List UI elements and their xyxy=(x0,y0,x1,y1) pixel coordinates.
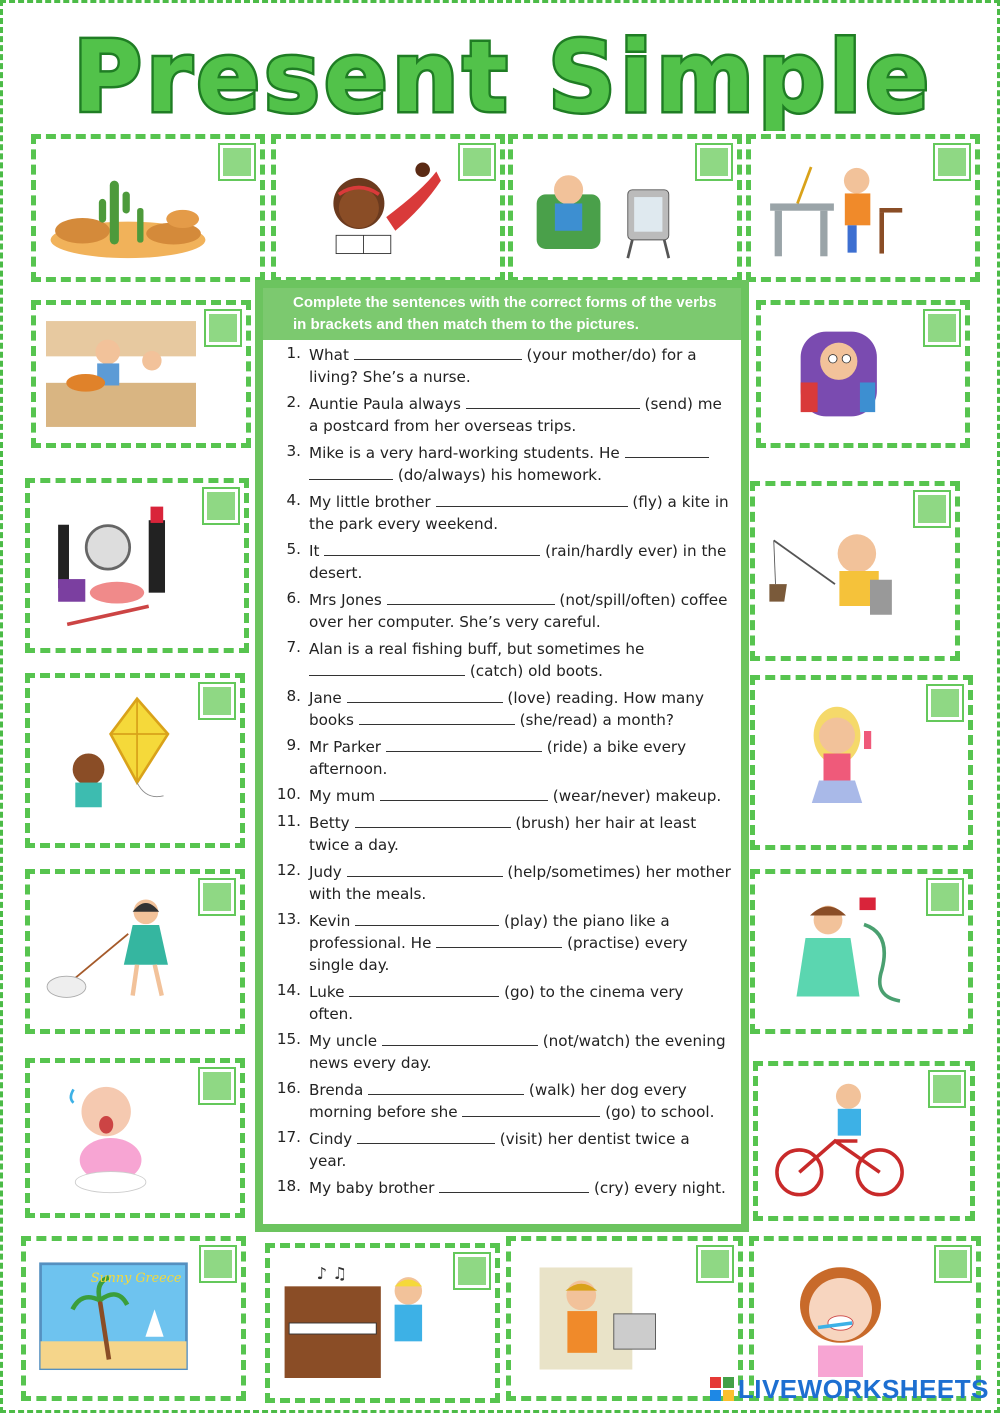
fishing-boot-icon xyxy=(765,496,905,646)
exercise-text-part: (visit) her dentist twice a year. xyxy=(309,1130,690,1170)
exercise-text-part: Mr Parker xyxy=(309,738,386,756)
match-checkbox-7[interactable] xyxy=(204,489,238,523)
match-checkbox-6[interactable] xyxy=(925,311,959,345)
girl-reading-icon xyxy=(286,149,450,267)
exercise-number: 10. xyxy=(276,785,301,803)
picture-card-kite xyxy=(25,673,245,848)
instructions: Complete the sentences with the correct forms of the verbs in brackets and then match them to the pictures. xyxy=(263,288,741,340)
picture-card-desert xyxy=(31,134,265,282)
picture-card-bike xyxy=(753,1061,975,1221)
exercise-item xyxy=(275,491,731,535)
answer-blank[interactable] xyxy=(349,982,499,997)
picture-card-piano xyxy=(265,1243,500,1403)
boy-popcorn-cinema-icon xyxy=(771,315,915,433)
answer-blank[interactable] xyxy=(462,1102,600,1117)
exercise-text xyxy=(309,442,731,486)
exercise-text xyxy=(309,910,731,976)
match-checkbox-12[interactable] xyxy=(928,880,962,914)
answer-blank[interactable] xyxy=(625,443,709,458)
exercise-text xyxy=(309,540,731,584)
exercise-item xyxy=(275,812,731,856)
picture-card-makeup xyxy=(25,478,249,653)
exercise-text-part: (cry) every night. xyxy=(589,1179,726,1197)
exercise-text xyxy=(309,589,731,633)
answer-blank[interactable] xyxy=(347,862,503,877)
picture-card-boy-cinema xyxy=(756,300,970,448)
exercise-text xyxy=(309,1030,731,1074)
picture-card-news-tv xyxy=(506,1236,743,1401)
girl-walking-dog-icon xyxy=(40,884,190,1019)
exercise-number: 11. xyxy=(276,812,301,830)
svg-text:♪ ♫: ♪ ♫ xyxy=(316,1264,348,1283)
girl-dentist-icon xyxy=(764,1251,926,1386)
answer-blank[interactable] xyxy=(355,911,499,926)
exercise-text-part: (catch) old boots. xyxy=(465,662,603,680)
answer-blank[interactable] xyxy=(359,710,515,725)
exercise-number: 14. xyxy=(276,981,301,999)
exercise-number: 9. xyxy=(286,736,301,754)
exercise-text xyxy=(309,812,731,856)
picture-card-baby xyxy=(25,1058,245,1218)
exercise-text-part: (she/read) a month? xyxy=(514,711,674,729)
worksheet-title xyxy=(63,21,943,131)
answer-blank[interactable] xyxy=(354,345,522,360)
title-text: Present Simple xyxy=(73,21,933,131)
answer-blank[interactable] xyxy=(436,933,562,948)
exercise-item xyxy=(275,638,731,682)
man-riding-bike-icon xyxy=(768,1076,920,1206)
exercise-text-part: Alan is a real fishing buff, but sometimes he xyxy=(309,640,645,658)
exercise-number: 7. xyxy=(286,638,301,656)
exercise-text-part: (practise) every single day. xyxy=(309,934,688,974)
exercise-text-part: (fly) a kite in the park every weekend. xyxy=(309,493,729,533)
exercise-text-part: (brush) her hair at least twice a day. xyxy=(309,814,697,854)
exercise-text-part: (go) to the cinema very often. xyxy=(309,983,684,1023)
exercise-text-part: My uncle xyxy=(309,1032,382,1050)
exercise-text-part: Auntie Paula always xyxy=(309,395,466,413)
exercise-text-part: (send) me a postcard from her overseas trips. xyxy=(309,395,722,435)
exercise-number: 12. xyxy=(276,861,301,879)
match-checkbox-5[interactable] xyxy=(206,311,240,345)
exercise-item xyxy=(275,1079,731,1123)
boy-piano-icon xyxy=(280,1258,445,1388)
exercise-item xyxy=(275,540,731,584)
match-checkbox-11[interactable] xyxy=(200,880,234,914)
exercise-text-part: (not/watch) the evening news every day. xyxy=(309,1032,726,1072)
desert-icon xyxy=(46,149,210,267)
makeup-icon xyxy=(40,493,194,638)
exercise-text-part: It xyxy=(309,542,325,560)
exercise-text-part: What xyxy=(309,346,354,364)
exercise-text xyxy=(309,1128,731,1172)
exercise-text-part: (your mother/do) for a living? She’s a nurse. xyxy=(309,346,697,386)
exercise-text xyxy=(309,393,731,437)
exercise-text xyxy=(309,687,731,731)
exercise-item xyxy=(275,393,731,437)
exercise-text xyxy=(309,491,731,535)
match-checkbox-4[interactable] xyxy=(935,145,969,179)
exercise-text-part: Kevin xyxy=(309,912,356,930)
exercise-text-part: (not/spill/often) coffee over her computer. She’s very careful. xyxy=(309,591,728,631)
exercise-list xyxy=(263,340,741,1199)
exercise-item xyxy=(275,736,731,780)
match-checkbox-3[interactable] xyxy=(697,145,731,179)
match-checkbox-16[interactable] xyxy=(455,1254,489,1288)
picture-card-girl-reading xyxy=(271,134,505,282)
exercise-text-part: Jane xyxy=(309,689,347,707)
answer-blank[interactable] xyxy=(355,813,511,828)
exercise-text-part: (love) reading. How many books xyxy=(309,689,704,729)
answer-blank[interactable] xyxy=(466,394,640,409)
answer-blank[interactable] xyxy=(380,786,548,801)
exercise-number: 2. xyxy=(286,393,301,411)
boy-kite-icon xyxy=(40,688,190,833)
exercise-text-part: (do/always) his homework. xyxy=(393,466,602,484)
brand-text: LIVEWORKSHEETS xyxy=(737,1373,989,1404)
exercise-item xyxy=(275,344,731,388)
exercise-text-part: Luke xyxy=(309,983,350,1001)
boy-homework-icon xyxy=(761,149,925,267)
match-checkbox-13[interactable] xyxy=(200,1069,234,1103)
brand-logo-icon xyxy=(710,1377,734,1401)
answer-blank[interactable] xyxy=(439,1178,589,1193)
exercise-text-part: (wear/never) makeup. xyxy=(547,787,722,805)
picture-card-postcard xyxy=(21,1236,246,1401)
exercise-text xyxy=(309,638,731,682)
exercise-text-part: My mum xyxy=(309,787,380,805)
exercise-number: 5. xyxy=(286,540,301,558)
exercise-number: 16. xyxy=(276,1079,301,1097)
exercise-text-part: Mike is a very hard-working students. He xyxy=(309,444,625,462)
exercise-item xyxy=(275,1128,731,1172)
exercise-text-part: Cindy xyxy=(309,1130,357,1148)
answer-blank[interactable] xyxy=(387,590,555,605)
exercise-text-part: (go) to school. xyxy=(600,1103,715,1121)
girl-brushing-hair-icon xyxy=(765,690,918,835)
exercise-item xyxy=(275,687,731,731)
exercise-text-part: (play) the piano like a professional. He xyxy=(309,912,670,952)
exercise-number: 15. xyxy=(276,1030,301,1048)
exercise-text-part: (help/sometimes) her mother with the meals. xyxy=(309,863,731,903)
exercise-text-part: Mrs Jones xyxy=(309,591,387,609)
exercise-text xyxy=(309,785,731,807)
man-watching-tv-icon xyxy=(523,149,687,267)
picture-card-family-cooking xyxy=(31,300,251,448)
exercise-number: 17. xyxy=(276,1128,301,1146)
match-checkbox-17[interactable] xyxy=(698,1247,732,1281)
baby-crying-icon xyxy=(40,1073,190,1203)
postcard-greece-icon xyxy=(36,1251,191,1386)
exercise-item xyxy=(275,981,731,1025)
postcard-text: Sunny Greece xyxy=(90,1271,182,1287)
exercise-text xyxy=(309,344,731,388)
match-checkbox-8[interactable] xyxy=(915,492,949,526)
answer-blank[interactable] xyxy=(357,1129,495,1144)
exercise-number: 13. xyxy=(276,910,301,928)
brand-watermark xyxy=(710,1374,989,1404)
exercise-item xyxy=(275,442,731,486)
answer-blank[interactable] xyxy=(347,688,503,703)
answer-blank[interactable] xyxy=(309,465,393,480)
exercise-text xyxy=(309,981,731,1025)
exercise-number: 4. xyxy=(286,491,301,509)
exercise-text-part: Betty xyxy=(309,814,355,832)
match-checkbox-15[interactable] xyxy=(201,1247,235,1281)
exercise-item xyxy=(275,1030,731,1074)
picture-card-coffee xyxy=(750,869,973,1034)
exercise-text-part: (walk) her dog every morning before she xyxy=(309,1081,687,1121)
exercise-item xyxy=(275,589,731,633)
exercise-text xyxy=(309,736,731,780)
match-checkbox-18[interactable] xyxy=(936,1247,970,1281)
match-checkbox-1[interactable] xyxy=(220,145,254,179)
exercise-item xyxy=(275,861,731,905)
picture-card-girl-hair xyxy=(750,675,973,850)
exercise-text-part: Judy xyxy=(309,863,347,881)
exercise-text-part: Brenda xyxy=(309,1081,369,1099)
exercise-text xyxy=(309,861,731,905)
exercise-panel xyxy=(255,280,749,1232)
woman-spilling-coffee-icon xyxy=(765,884,918,1019)
exercise-text-part: (ride) a bike every afternoon. xyxy=(309,738,687,778)
exercise-item xyxy=(275,785,731,807)
exercise-text xyxy=(309,1177,731,1199)
answer-blank[interactable] xyxy=(386,737,542,752)
exercise-number: 3. xyxy=(286,442,301,460)
match-checkbox-14[interactable] xyxy=(930,1072,964,1106)
answer-blank[interactable] xyxy=(436,492,628,507)
man-news-tv-icon xyxy=(521,1251,688,1386)
exercise-text xyxy=(309,1079,731,1123)
picture-card-fishing xyxy=(750,481,960,661)
answer-blank[interactable] xyxy=(368,1080,524,1095)
exercise-number: 18. xyxy=(276,1177,301,1195)
match-checkbox-10[interactable] xyxy=(928,686,962,720)
answer-blank[interactable] xyxy=(309,661,465,676)
picture-card-man-watching-tv xyxy=(508,134,742,282)
match-checkbox-9[interactable] xyxy=(200,684,234,718)
answer-blank[interactable] xyxy=(382,1031,538,1046)
exercise-text-part: (rain/hardly ever) in the desert. xyxy=(309,542,727,582)
picture-card-boy-homework xyxy=(746,134,980,282)
exercise-item xyxy=(275,1177,731,1199)
answer-blank[interactable] xyxy=(324,541,540,556)
exercise-item xyxy=(275,910,731,976)
match-checkbox-2[interactable] xyxy=(460,145,494,179)
exercise-text-part: My baby brother xyxy=(309,1179,440,1197)
family-cooking-icon xyxy=(46,315,196,433)
exercise-text-part: My little brother xyxy=(309,493,436,511)
picture-card-dog-walk xyxy=(25,869,245,1034)
exercise-number: 8. xyxy=(286,687,301,705)
exercise-number: 1. xyxy=(286,344,301,362)
exercise-number: 6. xyxy=(286,589,301,607)
